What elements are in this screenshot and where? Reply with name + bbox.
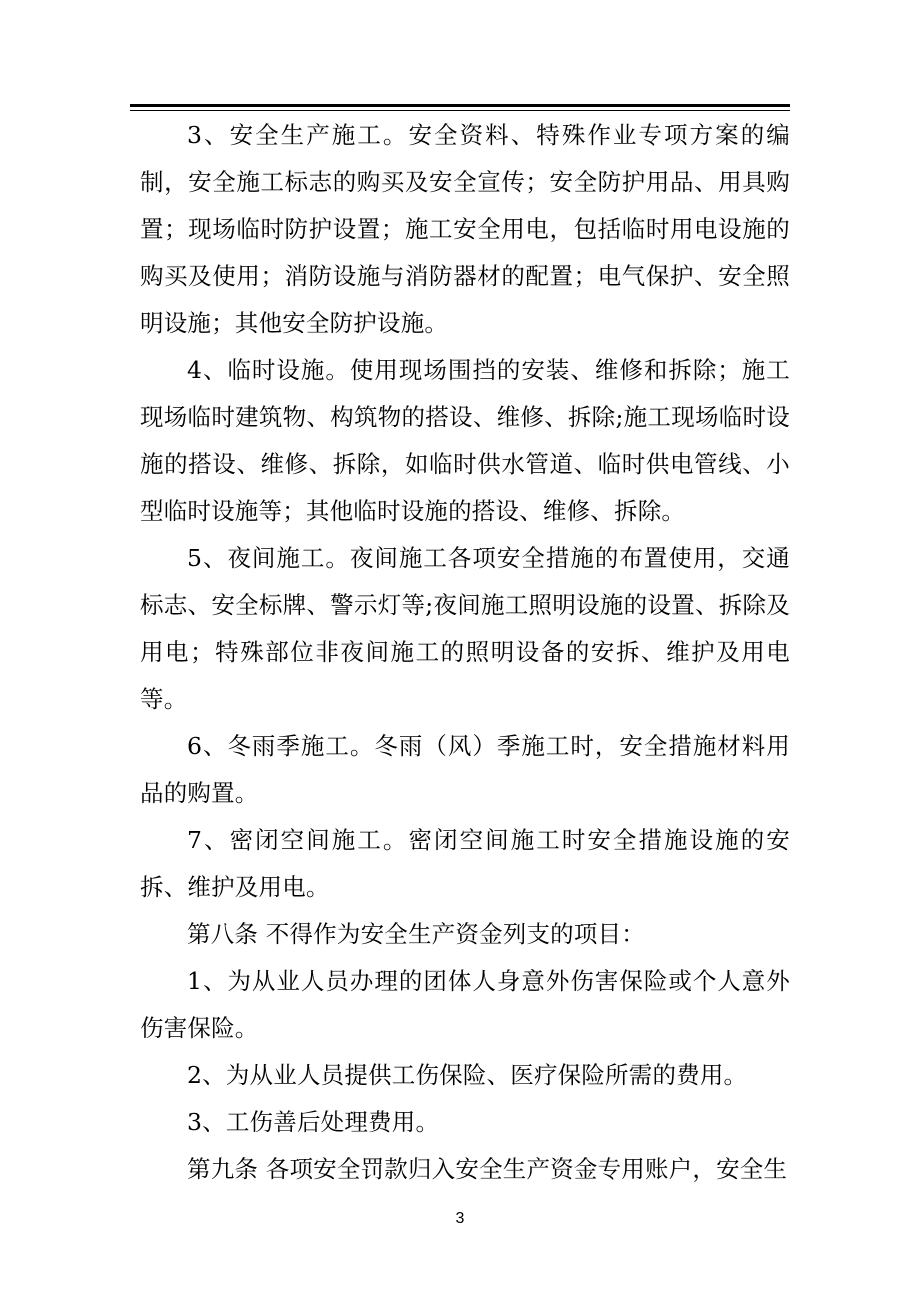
page-number: 3 [455,1210,465,1227]
paragraph-exclusion-1: 1、为从业人员办理的团体人身意外伤害保险或个人意外伤害保险。 [140,967,790,1042]
paragraph-safety-construction: 3、安全生产施工。安全资料、特殊作业专项方案的编制，安全施工标志的购买及安全宣传；安全防护用品、用具购置；现场临时防护设置；施工安全用电，包括临时用电设施的购买及使用；消防设施与消防器材的配置；电气保护、安全照明设施；其他安全防护设施。 [140,121,790,337]
article-nine-text: 第九条 各项安全罚款归入安全生产资金专用账户，安全生 [187,1155,788,1183]
paragraph-temporary-facilities: 4、临时设施。使用现场围挡的安装、维修和拆除；施工现场临时建筑物、构筑物的搭设、维修、拆除;施工现场临时设施的搭设、维修、拆除，如临时供水管道、临时供电管线、小型临时设施等；其他临时设施的搭设、维修、拆除。 [140,356,790,525]
paragraph-confined-space: 7、密闭空间施工。密闭空间施工时安全措施设施的安拆、维护及用电。 [140,826,790,901]
paragraph-exclusion-2: 2、为从业人员提供工伤保险、医疗保险所需的费用。 [187,1061,748,1089]
header-rule-thick [130,104,790,107]
header-rule-thin [130,110,790,111]
paragraph-exclusion-3: 3、工伤善后处理费用。 [187,1108,440,1136]
paragraph-winter-rain-construction: 6、冬雨季施工。冬雨（风）季施工时，安全措施材料用品的购置。 [140,732,790,807]
document-body [140,112,790,1193]
article-eight-heading: 第八条 不得作为安全生产资金列支的项目： [187,920,645,948]
paragraph-night-construction: 5、夜间施工。夜间施工各项安全措施的布置使用，交通标志、安全标牌、警示灯等;夜间施工照明设施的设置、拆除及用电；特殊部位非夜间施工的照明设备的安拆、维护及用电等。 [140,544,790,713]
